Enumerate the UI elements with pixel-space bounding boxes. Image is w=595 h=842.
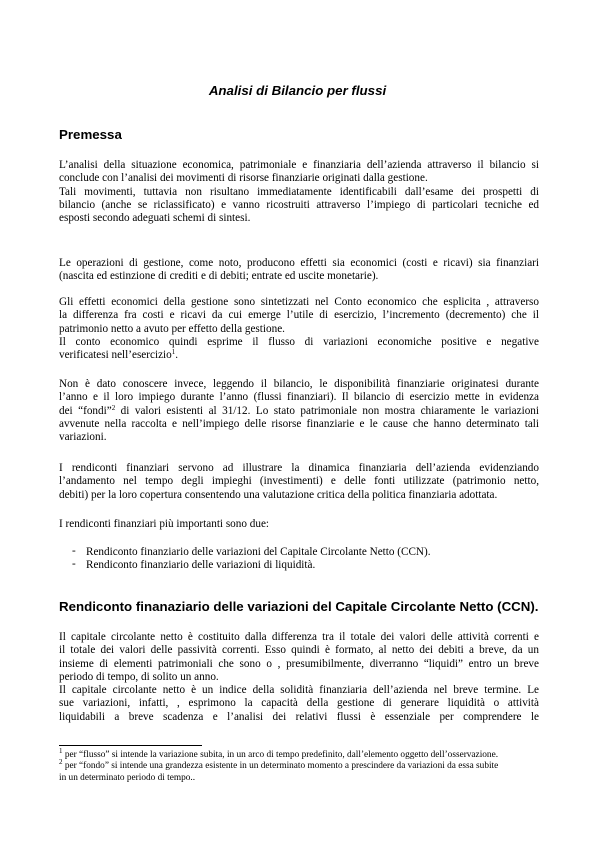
document-title: Analisi di Bilancio per flussi <box>208 83 387 98</box>
paragraph-rendiconti <box>59 462 539 502</box>
footnote-number: 1 <box>59 747 63 755</box>
paragraph-text: di valori esistenti al 31/12. Lo stato patrimoniale non mostra chiaramente le variazioni <box>115 404 540 417</box>
paragraph-line: esposti secondo adeguati schemi di sintesi. <box>59 212 251 225</box>
paragraph-line: Gli effetti economici della gestione sono sintetizzati nel Conto economico che esplicita , attraverso <box>59 296 539 308</box>
paragraph-line: sue variazioni, infatti, , esprimono la capacità della gestione di generare liquidità o attività <box>59 697 539 710</box>
paragraph-line: Le operazioni di gestione, come noto, producono effetti sia economici (costi e ricavi) sia finanziari <box>59 257 539 269</box>
paragraph-intro <box>59 159 539 225</box>
paragraph-line: Non è dato conoscere invece, leggendo il bilancio, le disponibilità finanziarie originatesi durante <box>59 378 539 390</box>
dash-bullet-icon: - <box>72 545 76 557</box>
paragraph-line: periodo di tempo, di solito un anno. <box>59 670 219 683</box>
footnote-2-continued: in un determinato periodo di tempo.. <box>59 772 196 783</box>
paragraph-line: Tali movimenti, tuttavia non risultano immediatamente identificabili dall’esame dei prospetti di <box>59 185 539 198</box>
paragraph-line: conclude con l’analisi dei movimenti di risorse finanziarie originati dalla gestione. <box>59 172 428 185</box>
footnote-text: per “flusso” si intende la variazione subita, in un arco di tempo predefinito, dall’elemento oggetto dell’osservazione. <box>62 750 499 760</box>
footnote-1 <box>59 747 539 761</box>
list-item <box>72 559 532 572</box>
paragraph-line: l’andamento nel tempo degli impieghi (investimenti) e delle fonti utilizzate (patrimonio netto, <box>59 475 539 488</box>
footnotes <box>59 747 539 784</box>
paragraph-text: . <box>175 349 179 362</box>
paragraph-line: (nascita ed estinzione di crediti e di debiti; entrate ed uscite monetarie). <box>59 270 379 283</box>
list-item-text: Rendiconto finanziario delle variazioni del Capitale Circolante Netto (CCN). <box>86 546 431 558</box>
paragraph-line: Il conto economico quindi esprime il flusso di variazioni economiche positive e negative <box>59 335 539 348</box>
paragraph-rendiconti-importanti <box>59 518 539 531</box>
paragraph-line: Il capitale circolante netto è un indice della solidità finanziaria dell’azienda nel breve termine. Le <box>59 684 539 697</box>
paragraph-line: liquidabili a breve scadenza e l’analisi dei relativi flussi è essenziale per comprendere le <box>59 710 539 723</box>
paragraph-text: dei “fondi” <box>59 404 112 417</box>
paragraph-line: bilancio (anche se riclassificato) e vanno ricostruiti attraverso l’impiego di particolari tecniche ed <box>59 198 539 211</box>
paragraph-line: l’anno e il loro impiego durante l’anno (flussi finanziari). Il bilancio di esercizio mette in evidenza <box>59 391 539 404</box>
footnote-number: 2 <box>59 758 63 767</box>
paragraph-line: L’analisi della situazione economica, patrimoniale e finanziaria dell’azienda attraverso il bilancio si <box>59 159 539 171</box>
paragraph-ccn <box>59 631 539 724</box>
paragraph-effetti-economici <box>59 296 539 362</box>
footnote-separator <box>59 745 202 746</box>
footnote-reference-1[interactable]: 1 <box>171 348 176 357</box>
paragraph-line: Il capitale circolante netto è costituito dalla differenza tra il totale dei valori delle attività correnti e <box>59 631 539 643</box>
paragraph-line: I rendiconti finanziari servono ad illustrare la dinamica finanziaria dell’azienda evidenziando <box>59 462 539 474</box>
paragraph-line: I rendiconti finanziari più importanti sono due: <box>59 518 270 530</box>
paragraph-line: insieme di elementi patrimoniali che sono o , presumibilmente, diverranno “liquidi” entro un breve <box>59 657 539 670</box>
footnote-text: per “fondo” si intende una grandezza esistente in un determinato momento a prescindere da variazioni da essa subite <box>62 761 499 772</box>
paragraph-line <box>59 405 539 418</box>
paragraph-operazioni <box>59 257 539 284</box>
paragraph-text: verificatesi nell’esercizio <box>59 349 172 362</box>
paragraph-flussi-finanziari <box>59 378 539 444</box>
paragraph-line: il totale dei valori delle passività correnti. Esso quindi è formato, al netto dei debiti a breve, da un <box>59 644 539 657</box>
list-item-text: Rendiconto finanziario delle variazioni di liquidità. <box>86 559 316 572</box>
section-heading-premessa: Premessa <box>59 127 122 142</box>
list-item <box>72 546 532 559</box>
dash-bullet-icon: - <box>72 558 76 571</box>
section-heading-ccn: Rendiconto finanaziario delle variazioni del Capitale Circolante Netto (CCN). <box>59 599 539 614</box>
paragraph-line <box>59 349 539 362</box>
footnote-2 <box>59 758 539 772</box>
paragraph-line: patrimonio netto a avuto per effetto della gestione. <box>59 322 285 335</box>
paragraph-line: avvenute nella raccolta e nell’impiego delle risorse finanziarie e le cause che hanno determinato tali <box>59 417 539 430</box>
rendiconti-list <box>72 546 532 573</box>
paragraph-line: la differenza fra costi e ricavi da cui emerge l’utile di esercizio, l’incremento (decremento) che il <box>59 309 539 322</box>
footnote-reference-2[interactable]: 2 <box>111 403 116 412</box>
paragraph-line: variazioni. <box>59 431 107 444</box>
paragraph-line: debiti) per la loro copertura consentendo una valutazione critica della politica finanziaria adottata. <box>59 488 498 501</box>
